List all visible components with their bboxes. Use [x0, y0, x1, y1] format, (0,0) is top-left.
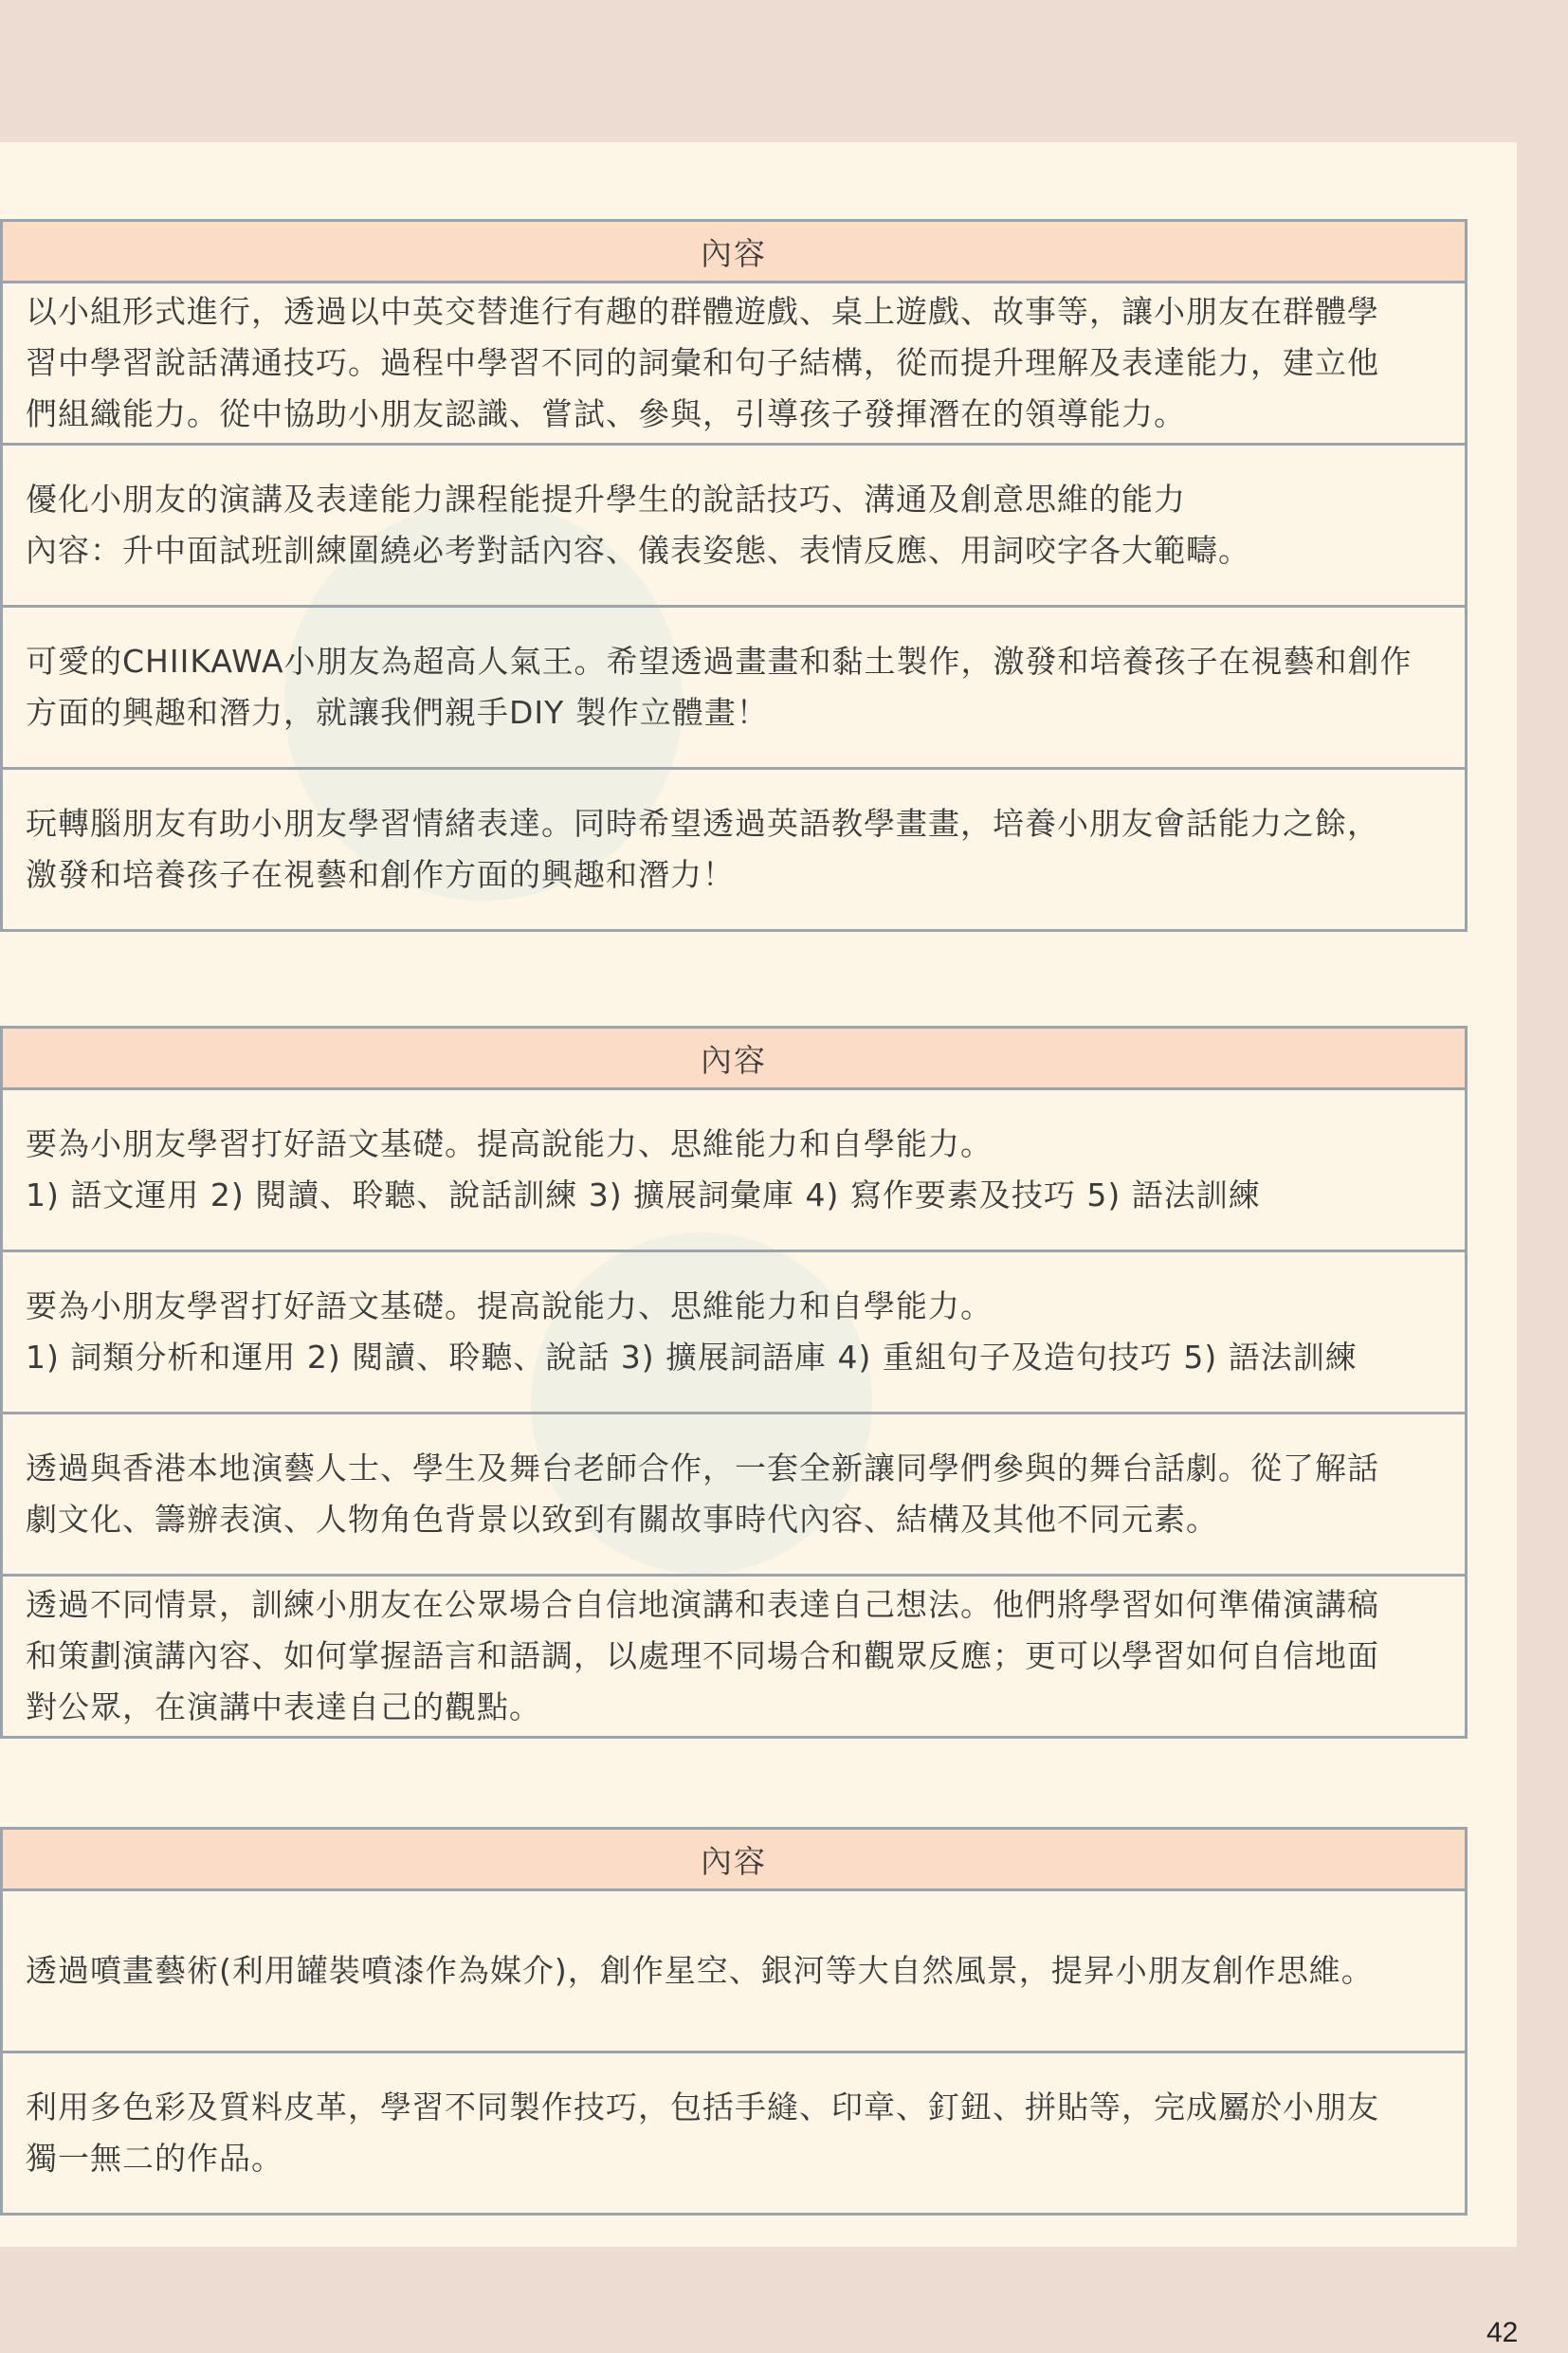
table-row [2, 769, 1467, 931]
course-description: 透過不同情景，訓練小朋友在公眾場合自信地演講和表達自己想法。他們將學習如何準備演講稿 和策劃演講內容、如何掌握語言和語調，以處理不同場合和觀眾反應；更可以學習如何自信地面 對公眾，在演講中表達自己的觀點。 [26, 1586, 1379, 1725]
table-row [2, 1251, 1467, 1414]
table-row [2, 283, 1467, 445]
course-table-2 [0, 1026, 1468, 1739]
course-description: 要為小朋友學習打好語文基礎。提高說能力、思維能力和自學能力。 1) 語文運用 2) 閱讀、聆聽、說話訓練 3) 擴展詞彙庫 4) 寫作要素及技巧 5) 語法訓練 [26, 1125, 1261, 1213]
course-description: 利用多色彩及質料皮革，學習不同製作技巧，包括手縫、印章、釘鈕、拼貼等，完成屬於小朋友 獨一無二的作品。 [26, 2089, 1379, 2177]
course-description: 優化小朋友的演講及表達能力課程能提升學生的說話技巧、溝通及創意思維的能力 內容：升中面試班訓練圍繞必考對話內容、儀表姿態、表情反應、用詞咬字各大範疇。 [26, 481, 1250, 569]
table-row [2, 445, 1467, 607]
page-number: 42 [1486, 2317, 1519, 2348]
table-row [2, 1414, 1467, 1576]
course-description: 透過噴畫藝術(利用罐裝噴漆作為媒介)，創作星空、銀河等大自然風景，提昇小朋友創作思維。 [26, 1952, 1374, 1989]
table-row [2, 1089, 1467, 1251]
course-description: 透過與香港本地演藝人士、學生及舞台老師合作，一套全新讓同學們參與的舞台話劇。從了解話 劇文化、籌辦表演、人物角色背景以致到有關故事時代內容、結構及其他不同元素。 [26, 1450, 1379, 1538]
course-description: 要為小朋友學習打好語文基礎。提高說能力、思維能力和自學能力。 1) 詞類分析和運用 2) 閱讀、聆聽、說話 3) 擴展詞語庫 4) 重組句子及造句技巧 5) 語法訓練 [26, 1287, 1358, 1376]
column-header: 內容 [2, 1028, 1467, 1089]
course-description: 可愛的CHIIKAWA小朋友為超高人氣王。希望透過畫畫和黏土製作，激發和培養孩子在視藝和創作 方面的興趣和潛力，就讓我們親手DIY 製作立體畫！ [26, 643, 1413, 731]
table-row [2, 2052, 1467, 2215]
course-table-3 [0, 1827, 1468, 2216]
course-description: 玩轉腦朋友有助小朋友學習情緒表達。同時希望透過英語教學畫畫，培養小朋友會話能力之餘， 激發和培養孩子在視藝和創作方面的興趣和潛力！ [26, 805, 1379, 893]
table-row [2, 607, 1467, 769]
column-header: 內容 [2, 1829, 1467, 1890]
column-header: 內容 [2, 221, 1467, 283]
table-row [2, 1576, 1467, 1738]
table-row [2, 1890, 1467, 2052]
course-description: 以小組形式進行，透過以中英交替進行有趣的群體遊戲、桌上遊戲、故事等，讓小朋友在群體學 習中學習說話溝通技巧。過程中學習不同的詞彙和句子結構，從而提升理解及表達能力，建立他 們組織能力。從中協助小朋友認識、嘗試、參與，引導孩子發揮潛在的領導能力。 [26, 293, 1379, 432]
course-table-1 [0, 219, 1468, 932]
